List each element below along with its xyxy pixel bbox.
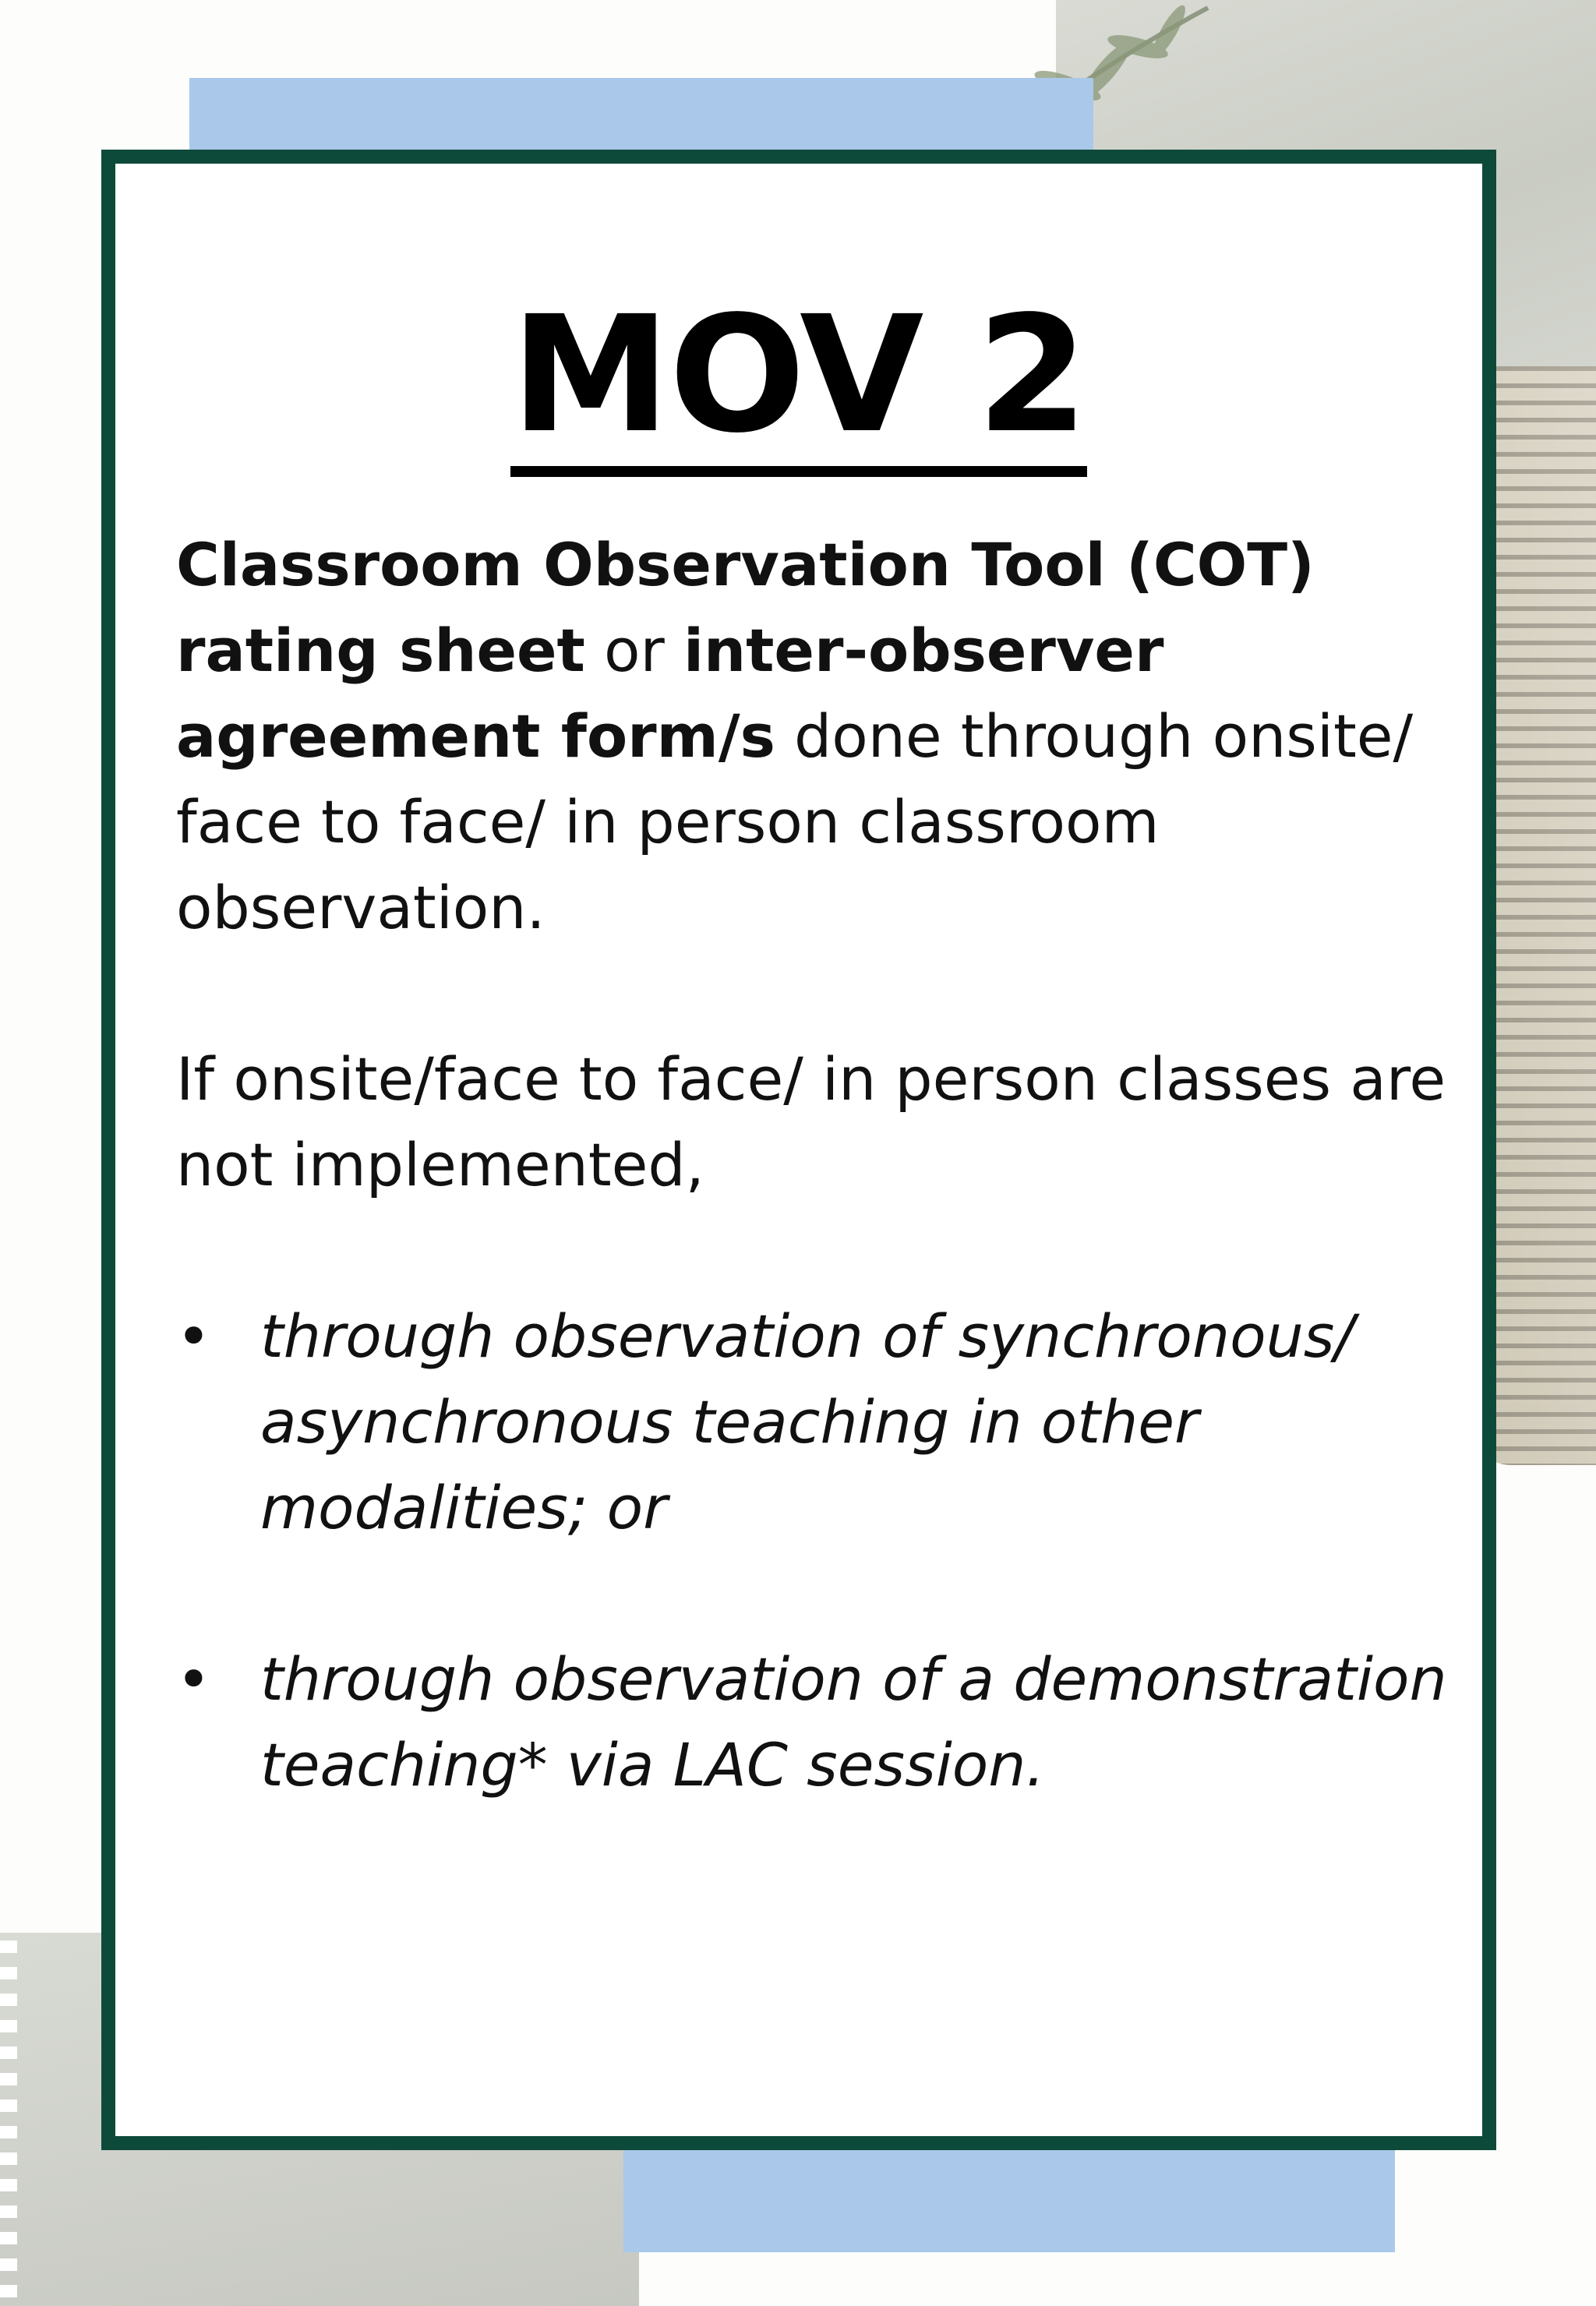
- list-item: [176, 1637, 1454, 1808]
- description-paragraph: [176, 522, 1454, 951]
- list-item: [176, 1294, 1454, 1551]
- bold-phrase-inter-observer: inter-observer agreement form/s: [176, 616, 1164, 771]
- page-title: MOV 2: [510, 295, 1086, 477]
- condition-paragraph: If onsite/face to face/ in person classes are not implemented,: [176, 1044, 1446, 1199]
- connector-text: or: [584, 616, 683, 685]
- background-blue-strip-bottom: [623, 2135, 1395, 2252]
- description-tail: done through onsite/ face to face/ in person classroom observation.: [176, 701, 1414, 942]
- bold-phrase-cot: Classroom Observation Tool (COT) rating sheet: [176, 530, 1315, 685]
- card-body: [176, 522, 1454, 1808]
- alternatives-list: [176, 1294, 1454, 1808]
- bullet-icon: •: [176, 1301, 211, 1371]
- perforated-edge: [0, 1941, 17, 2306]
- list-item-text: through observation of a demonstration teaching* via LAC session.: [260, 1644, 1447, 1799]
- bullet-icon: •: [176, 1644, 211, 1714]
- page-title-wrapper: [115, 281, 1482, 477]
- content-card: [101, 150, 1496, 2150]
- list-item-text: through observation of synchronous/ asynchronous teaching in other modalities; or: [260, 1301, 1354, 1542]
